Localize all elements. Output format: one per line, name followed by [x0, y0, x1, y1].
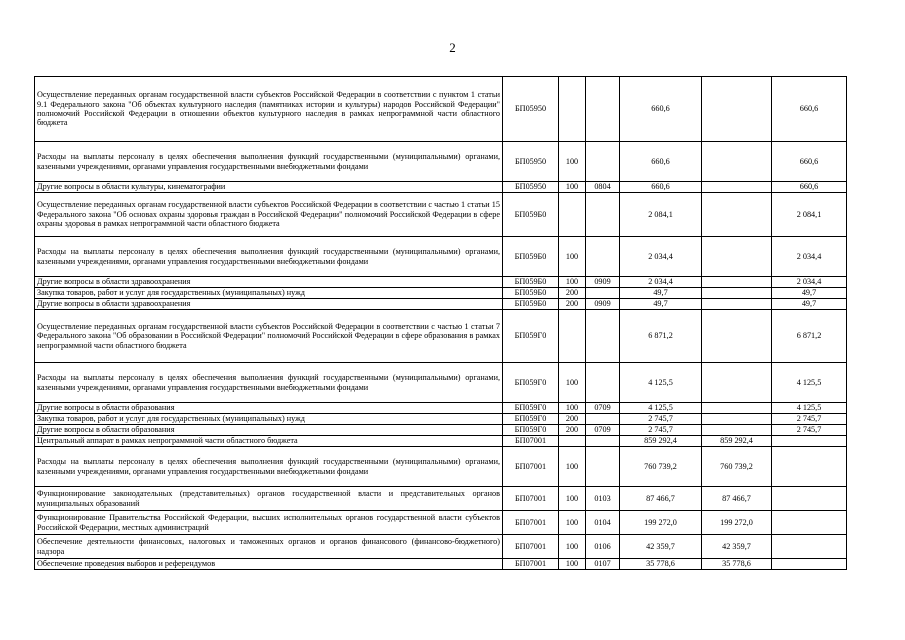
row-total: 660,6: [620, 77, 702, 142]
row-code: БП059Г0: [503, 425, 559, 436]
row-own-funds: 760 739,2: [702, 447, 772, 487]
row-expense-type: 200: [559, 288, 586, 299]
row-own-funds: [702, 425, 772, 436]
row-name: Другие вопросы в области культуры, кинематографии: [35, 182, 503, 193]
row-subventions: [772, 487, 847, 511]
row-section: [586, 288, 620, 299]
table-row: [35, 77, 847, 142]
table-row: [35, 535, 847, 559]
row-name: Функционирование законодательных (представительных) органов государственной власти и представительных органов муниципальных образований: [35, 487, 503, 511]
row-subventions: 660,6: [772, 77, 847, 142]
row-code: БП059Б0: [503, 237, 559, 277]
row-section: 0709: [586, 403, 620, 414]
row-section: 0106: [586, 535, 620, 559]
row-subventions: [772, 436, 847, 447]
row-own-funds: [702, 288, 772, 299]
row-subventions: [772, 511, 847, 535]
row-total: 859 292,4: [620, 436, 702, 447]
table-row: [35, 363, 847, 403]
row-expense-type: 100: [559, 535, 586, 559]
row-code: БП07001: [503, 447, 559, 487]
row-subventions: 2 034,4: [772, 237, 847, 277]
table-row: [35, 425, 847, 436]
row-name: Расходы на выплаты персоналу в целях обеспечения выполнения функций государственными (муниципальными) органами, казенными учреждениями, органами управления государственными внебюджетными фондами: [35, 447, 503, 487]
row-own-funds: [702, 237, 772, 277]
row-expense-type: 100: [559, 237, 586, 277]
table-row: [35, 511, 847, 535]
row-subventions: 49,7: [772, 288, 847, 299]
row-own-funds: 35 778,6: [702, 559, 772, 570]
row-code: БП059Б0: [503, 299, 559, 310]
row-total: 2 745,7: [620, 414, 702, 425]
row-expense-type: 200: [559, 414, 586, 425]
row-subventions: [772, 447, 847, 487]
row-own-funds: [702, 403, 772, 414]
row-expense-type: 200: [559, 425, 586, 436]
row-own-funds: 42 359,7: [702, 535, 772, 559]
table-row: [35, 142, 847, 182]
row-own-funds: [702, 363, 772, 403]
row-code: БП059Б0: [503, 193, 559, 237]
row-expense-type: 100: [559, 511, 586, 535]
row-code: БП07001: [503, 487, 559, 511]
row-name: Центральный аппарат в рамках непрограммной части областного бюджета: [35, 436, 503, 447]
row-expense-type: 100: [559, 447, 586, 487]
row-section: 0107: [586, 559, 620, 570]
row-expense-type: [559, 193, 586, 237]
row-code: БП059Б0: [503, 277, 559, 288]
row-total: 49,7: [620, 299, 702, 310]
row-name: Расходы на выплаты персоналу в целях обеспечения выполнения функций государственными (муниципальными) органами, казенными учреждениями, органами управления государственными внебюджетными фондами: [35, 363, 503, 403]
table-row: [35, 559, 847, 570]
budget-table: [34, 76, 847, 570]
row-code: БП059Г0: [503, 310, 559, 363]
row-total: 2 034,4: [620, 237, 702, 277]
table-row: [35, 487, 847, 511]
row-expense-type: 100: [559, 142, 586, 182]
row-name: Осуществление переданных органам государственной власти субъектов Российской Федерации в соответствии с частью 1 статьи 15 Федерального закона "Об основах охраны здоровья граждан в Российской Федерации" полномочий Российской Федерации в сфере охраны здоровья в рамках непрограммной части областного бюджета: [35, 193, 503, 237]
table-row: [35, 277, 847, 288]
row-subventions: 4 125,5: [772, 403, 847, 414]
row-name: Другие вопросы в области здравоохранения: [35, 299, 503, 310]
row-total: 35 778,6: [620, 559, 702, 570]
row-subventions: 660,6: [772, 182, 847, 193]
row-expense-type: 100: [559, 487, 586, 511]
row-subventions: [772, 535, 847, 559]
row-code: БП07001: [503, 511, 559, 535]
row-section: 0909: [586, 299, 620, 310]
row-code: БП059Г0: [503, 363, 559, 403]
table-row: [35, 299, 847, 310]
row-section: [586, 447, 620, 487]
row-total: 2 745,7: [620, 425, 702, 436]
table-row: [35, 436, 847, 447]
row-section: 0103: [586, 487, 620, 511]
row-section: 0804: [586, 182, 620, 193]
row-subventions: 2 745,7: [772, 414, 847, 425]
row-name: Другие вопросы в области образования: [35, 403, 503, 414]
row-name: Функционирование Правительства Российской Федерации, высших исполнительных органов государственной власти субъектов Российской Федерации, местных администраций: [35, 511, 503, 535]
row-expense-type: 100: [559, 559, 586, 570]
row-total: 49,7: [620, 288, 702, 299]
row-section: [586, 310, 620, 363]
row-total: 4 125,5: [620, 363, 702, 403]
row-section: [586, 77, 620, 142]
row-section: [586, 414, 620, 425]
table-row: [35, 403, 847, 414]
row-section: [586, 436, 620, 447]
row-expense-type: [559, 310, 586, 363]
row-own-funds: 87 466,7: [702, 487, 772, 511]
table-row: [35, 288, 847, 299]
row-subventions: [772, 559, 847, 570]
row-own-funds: [702, 182, 772, 193]
row-total: 2 034,4: [620, 277, 702, 288]
row-name: Осуществление переданных органам государственной власти субъектов Российской Федерации в соответствии с частью 1 статьи 7 Федерального закона "Об образовании в Российской Федерации" полномочий Российской Федерации в сфере образования в рамках непрограммной части областного бюджета: [35, 310, 503, 363]
row-section: 0709: [586, 425, 620, 436]
row-expense-type: 100: [559, 403, 586, 414]
row-name: Расходы на выплаты персоналу в целях обеспечения выполнения функций государственными (муниципальными) органами, казенными учреждениями, органами управления государственными внебюджетными фондами: [35, 237, 503, 277]
row-total: 199 272,0: [620, 511, 702, 535]
row-expense-type: 100: [559, 182, 586, 193]
row-section: [586, 193, 620, 237]
row-name: Закупка товаров, работ и услуг для государственных (муниципальных) нужд: [35, 414, 503, 425]
row-subventions: 4 125,5: [772, 363, 847, 403]
row-total: 42 359,7: [620, 535, 702, 559]
row-expense-type: 200: [559, 299, 586, 310]
row-own-funds: 199 272,0: [702, 511, 772, 535]
row-name: Закупка товаров, работ и услуг для государственных (муниципальных) нужд: [35, 288, 503, 299]
row-name: Другие вопросы в области здравоохранения: [35, 277, 503, 288]
table-row: [35, 414, 847, 425]
row-name: Осуществление переданных органам государственной власти субъектов Российской Федерации в соответствии с пунктом 1 статьи 9.1 Федерального закона "Об объектах культурного наследия (памятниках истории и культуры) народов Российской Федерации" полномочий Российской Федерации в отношении объектов культурного наследия в рамках непрограммной части областного бюджета: [35, 77, 503, 142]
row-total: 4 125,5: [620, 403, 702, 414]
row-total: 6 871,2: [620, 310, 702, 363]
row-section: [586, 142, 620, 182]
row-name: Обеспечение деятельности финансовых, налоговых и таможенных органов и органов финансового (финансово-бюджетного) надзора: [35, 535, 503, 559]
row-name: Другие вопросы в области образования: [35, 425, 503, 436]
row-total: 660,6: [620, 182, 702, 193]
table-row: [35, 193, 847, 237]
row-total: 760 739,2: [620, 447, 702, 487]
row-subventions: 2 745,7: [772, 425, 847, 436]
row-expense-type: [559, 436, 586, 447]
row-total: 2 084,1: [620, 193, 702, 237]
page-number: 2: [449, 40, 456, 55]
row-code: БП07001: [503, 535, 559, 559]
row-section: [586, 363, 620, 403]
row-own-funds: [702, 77, 772, 142]
row-expense-type: 100: [559, 363, 586, 403]
row-own-funds: [702, 414, 772, 425]
table-row: [35, 237, 847, 277]
row-subventions: 49,7: [772, 299, 847, 310]
row-name: Обеспечение проведения выборов и референдумов: [35, 559, 503, 570]
table-row: [35, 310, 847, 363]
row-section: [586, 237, 620, 277]
table-row: [35, 447, 847, 487]
row-subventions: 2 084,1: [772, 193, 847, 237]
row-code: БП07001: [503, 436, 559, 447]
row-subventions: 6 871,2: [772, 310, 847, 363]
table-row: [35, 182, 847, 193]
row-own-funds: [702, 142, 772, 182]
row-own-funds: [702, 310, 772, 363]
row-expense-type: [559, 77, 586, 142]
row-code: БП05950: [503, 182, 559, 193]
row-code: БП059Б0: [503, 288, 559, 299]
row-expense-type: 100: [559, 277, 586, 288]
row-section: 0104: [586, 511, 620, 535]
row-code: БП07001: [503, 559, 559, 570]
row-own-funds: 859 292,4: [702, 436, 772, 447]
row-code: БП059Г0: [503, 403, 559, 414]
row-own-funds: [702, 193, 772, 237]
row-subventions: 2 034,4: [772, 277, 847, 288]
row-code: БП05950: [503, 142, 559, 182]
row-total: 87 466,7: [620, 487, 702, 511]
row-own-funds: [702, 277, 772, 288]
row-code: БП05950: [503, 77, 559, 142]
row-subventions: 660,6: [772, 142, 847, 182]
row-name: Расходы на выплаты персоналу в целях обеспечения выполнения функций государственными (муниципальными) органами, казенными учреждениями, органами управления государственными внебюджетными фондами: [35, 142, 503, 182]
row-code: БП059Г0: [503, 414, 559, 425]
row-own-funds: [702, 299, 772, 310]
budget-table-body: [35, 77, 847, 570]
row-section: 0909: [586, 277, 620, 288]
row-total: 660,6: [620, 142, 702, 182]
